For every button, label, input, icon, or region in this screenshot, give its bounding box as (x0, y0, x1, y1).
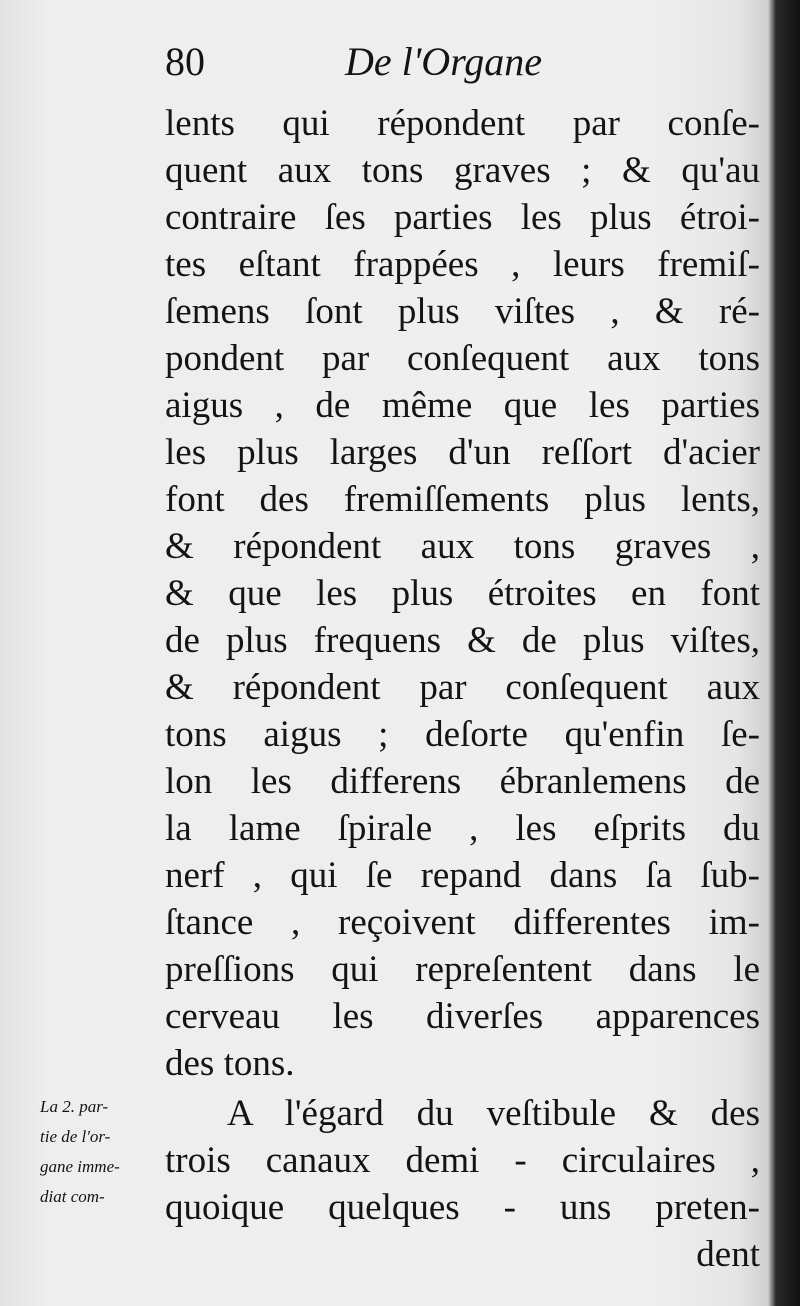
margin-note-line: diat com- (40, 1187, 105, 1206)
body-text (165, 100, 760, 1278)
text-line: aigus , de même que les parties (165, 385, 760, 426)
running-title: De l'Organe (345, 39, 543, 84)
text-line: tes eſtant frappées , leurs fremiſ- (165, 244, 760, 285)
catchword: dent (696, 1234, 760, 1275)
text-line: trois canaux demi - circulaires , (165, 1140, 760, 1181)
text-line: tons aigus ; deſorte qu'enfin ſe- (165, 714, 760, 755)
text-line: pondent par conſequent aux tons (165, 338, 760, 379)
text-line: A l'égard du veſtibule & des (227, 1093, 760, 1134)
text-line: des tons. (165, 1043, 295, 1084)
text-line: ſtance , reçoivent differentes im- (165, 902, 760, 943)
text-line: & répondent par conſequent aux (165, 667, 760, 708)
text-line: font des fremiſſements plus lents, (165, 479, 760, 520)
text-line: de plus frequens & de plus viſtes, (165, 620, 760, 661)
text-line: cerveau les diverſes apparences (165, 996, 760, 1037)
text-line: quoique quelques - uns preten- (165, 1187, 760, 1228)
text-line: les plus larges d'un reſſort d'acier (165, 432, 760, 473)
text-line: ſemens ſont plus viſtes , & ré- (165, 291, 760, 332)
text-line: quent aux tons graves ; & qu'au (165, 150, 760, 191)
text-line: la lame ſpirale , les eſprits du (165, 808, 760, 849)
text-line: preſſions qui repreſentent dans le (165, 949, 760, 990)
margin-note-line: La 2. par- (40, 1097, 109, 1116)
margin-note-line: gane imme- (40, 1157, 120, 1176)
page-number: 80 (165, 39, 205, 84)
text-line: lents qui répondent par conſe- (165, 103, 760, 144)
text-line: lon les differens ébranlemens de (165, 761, 760, 802)
text-line: nerf , qui ſe repand dans ſa ſub- (165, 855, 760, 896)
text-line: & que les plus étroites en font (165, 573, 760, 614)
paragraph (165, 1090, 760, 1278)
text-line: & répondent aux tons graves , (165, 526, 760, 567)
page-header (165, 38, 765, 94)
margin-note (40, 1092, 160, 1212)
text-line: contraire ſes parties les plus étroi- (165, 197, 760, 238)
margin-note-line: tie de l'or- (40, 1127, 111, 1146)
paragraph (165, 100, 760, 1087)
